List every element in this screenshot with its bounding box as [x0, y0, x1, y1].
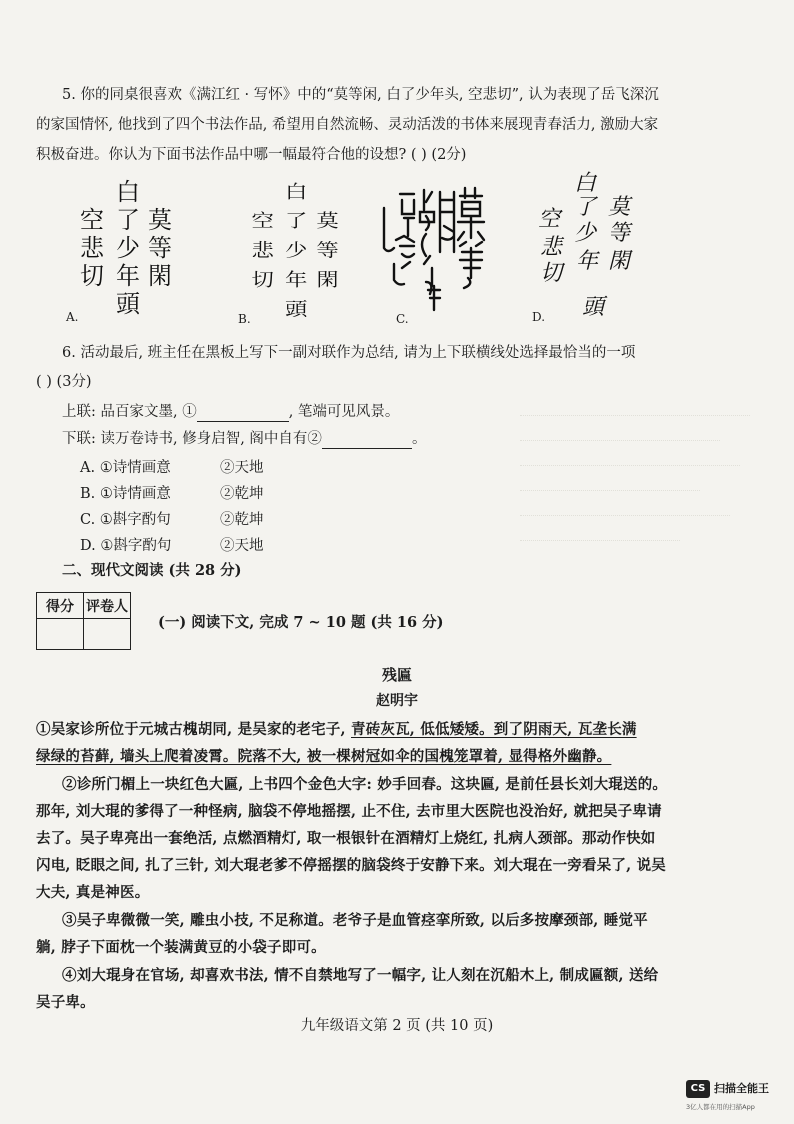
svg-text:悲: 悲 [251, 239, 274, 262]
scanner-app-name: 扫描全能王 [714, 1082, 769, 1095]
calligraphy-d-image [530, 168, 650, 328]
story-p3-line-1: ③吴子卑微微一笑, 雕虫小技, 不足称道。老爷子是血管痉挛所致, 以后多按摩颈部, 睡觉平 [62, 912, 648, 929]
story-p3-line-2: 躺, 脖子下面枕一个装满黄豆的小袋子即可。 [36, 939, 326, 956]
bleed-through-text [520, 395, 760, 695]
calligraphy-option-c [380, 182, 500, 326]
story-p1-line-1 [36, 718, 637, 739]
calligraphy-a-image [70, 172, 190, 322]
svg-text:等: 等 [148, 234, 172, 262]
svg-text:等: 等 [608, 221, 631, 246]
story-p1-line-2: 绿绿的苔藓, 墙头上爬着凌霄。院落不大, 被一棵树冠如伞的国槐笼罩着, 显得格外幽静。 [36, 748, 612, 765]
svg-text:年: 年 [576, 249, 599, 274]
calligraphy-b-image [238, 172, 358, 327]
option-c-label: C. [396, 312, 409, 326]
score-cell [37, 619, 84, 650]
upper-couplet-blank [197, 405, 289, 422]
story-p2-line-5: 大夫, 真是神医。 [36, 884, 150, 901]
q6-upper-couplet [62, 402, 399, 422]
svg-text:白: 白 [285, 180, 308, 203]
reading-sub-heading: (一) 阅读下文, 完成 7 ~ 10 题 (共 16 分) [158, 614, 444, 631]
story-p4-line-1: ④刘大琨身在官场, 却喜欢书法, 情不自禁地写了一幅字, 让人刻在沉船木上, 制成匾额, 送给 [62, 967, 659, 984]
q6-choice-c-part2: ②乾坤 [220, 512, 264, 528]
score-label: 得分 [37, 593, 84, 619]
story-author: 赵明宇 [376, 693, 418, 709]
svg-text:悲: 悲 [540, 235, 563, 260]
q5-line-1: 5. 你的同桌很喜欢《满江红 · 写怀》中的“莫等闲, 白了少年头, 空悲切”, 认为表现了岳飞深沉 [62, 87, 659, 103]
svg-text:頭: 頭 [116, 290, 140, 318]
q6-choice-d-part2: ②天地 [220, 538, 264, 554]
grader-cell [84, 619, 131, 650]
lower-couplet-prefix: 下联: 读万卷诗书, 修身启智, 阁中自有② [62, 431, 322, 447]
q6-line-2: ( ) (3分) [36, 374, 92, 390]
score-table [36, 592, 131, 650]
calligraphy-option-a [66, 172, 190, 324]
q6-choice-a-part2: ②天地 [220, 460, 264, 476]
svg-text:空: 空 [80, 206, 104, 234]
story-p1-line-1-underlined: 青砖灰瓦, 低低矮矮。到了阴雨天, 瓦垄长满 [351, 721, 637, 738]
story-p2-line-2: 那年, 刘大琨的爹得了一种怪病, 脑袋不停地摇摆, 止不住, 去市里大医院也没治好, 就把吴子卑请 [36, 803, 662, 820]
option-a-label: A. [66, 310, 79, 324]
svg-text:莫: 莫 [148, 206, 172, 234]
svg-text:了: 了 [116, 206, 140, 234]
svg-text:頭: 頭 [582, 295, 605, 320]
svg-text:頭: 頭 [285, 298, 308, 321]
story-p2-line-3: 去了。吴子卑亮出一套绝活, 点燃酒精灯, 取一根银针在酒精灯上烧红, 扎病人颈部。那动作快如 [36, 830, 656, 847]
story-p2-line-4: 闪电, 眨眼之间, 扎了三针, 刘大琨老爹不停摇摆的脑袋终于安静下来。刘大琨在一旁看呆了, 说吴 [36, 857, 666, 874]
story-p1-line-1-a: ①吴家诊所位于元城古槐胡同, 是吴家的老宅子, [36, 721, 351, 738]
svg-text:年: 年 [116, 262, 140, 290]
option-d-label: D. [532, 310, 546, 324]
svg-text:空: 空 [251, 210, 274, 232]
svg-text:切: 切 [251, 269, 274, 291]
lower-couplet-blank [322, 432, 412, 449]
upper-couplet-prefix: 上联: 品百家文墨, ① [62, 404, 197, 420]
option-b-label: B. [238, 312, 251, 326]
lower-couplet-suffix: 。 [411, 431, 427, 447]
story-p2-line-1: ②诊所门楣上一块红色大匾, 上书四个金色大字: 妙手回春。这块匾, 是前任县长刘大琨送的。 [62, 776, 668, 793]
svg-text:少: 少 [285, 239, 308, 262]
svg-text:悲: 悲 [80, 234, 104, 262]
q6-lower-couplet [62, 429, 426, 449]
svg-text:閑: 閑 [316, 269, 339, 291]
q6-choice-c-part1: C. ①斟字酌句 [80, 512, 171, 528]
scanner-logo-icon: CS [686, 1080, 710, 1098]
q6-choice-b-part2: ②乾坤 [220, 486, 264, 502]
calligraphy-c-image [380, 182, 500, 322]
svg-text:閑: 閑 [608, 249, 631, 274]
svg-text:空: 空 [538, 207, 561, 232]
grader-label: 评卷人 [84, 593, 131, 619]
q6-choice-a-part1: A. ①诗情画意 [80, 460, 171, 476]
q6-line-1: 6. 活动最后, 班主任在黑板上写下一副对联作为总结, 请为上下联横线处选择最恰当的一项 [62, 345, 636, 361]
svg-text:等: 等 [316, 239, 339, 262]
q6-choice-d-part1: D. ①斟字酌句 [80, 538, 172, 554]
q5-line-3: 积极奋进。你认为下面书法作品中哪一幅最符合他的设想? ( ) (2分) [36, 147, 467, 163]
story-p4-line-2: 吴子卑。 [36, 994, 95, 1011]
section-2-heading: 二、现代文阅读 (共 28 分) [62, 562, 242, 579]
svg-text:切: 切 [80, 262, 104, 290]
upper-couplet-suffix: , 笔端可见风景。 [288, 404, 400, 420]
svg-text:閑: 閑 [148, 262, 172, 290]
story-title: 残匾 [381, 666, 412, 684]
svg-text:少: 少 [574, 221, 597, 246]
scanner-tagline: 3亿人都在用的扫描App [686, 1103, 755, 1111]
q6-choice-b-part1: B. ①诗情画意 [80, 486, 171, 502]
svg-text:莫: 莫 [316, 210, 339, 232]
svg-text:切: 切 [540, 261, 563, 286]
svg-text:年: 年 [285, 269, 308, 291]
calligraphy-option-b [238, 172, 358, 327]
svg-text:白: 白 [574, 171, 597, 196]
svg-text:白: 白 [116, 178, 140, 206]
svg-text:少: 少 [116, 234, 140, 262]
svg-text:了: 了 [285, 210, 308, 232]
svg-text:了: 了 [574, 195, 597, 220]
svg-text:莫: 莫 [608, 195, 631, 220]
page-footer: 九年级语文第 2 页 (共 10 页) [300, 1018, 494, 1034]
calligraphy-option-d [530, 168, 650, 328]
q5-line-2: 的家国情怀, 他找到了四个书法作品, 希望用自然流畅、灵动活泼的书体来展现青春活力, 激励大家 [36, 117, 659, 133]
